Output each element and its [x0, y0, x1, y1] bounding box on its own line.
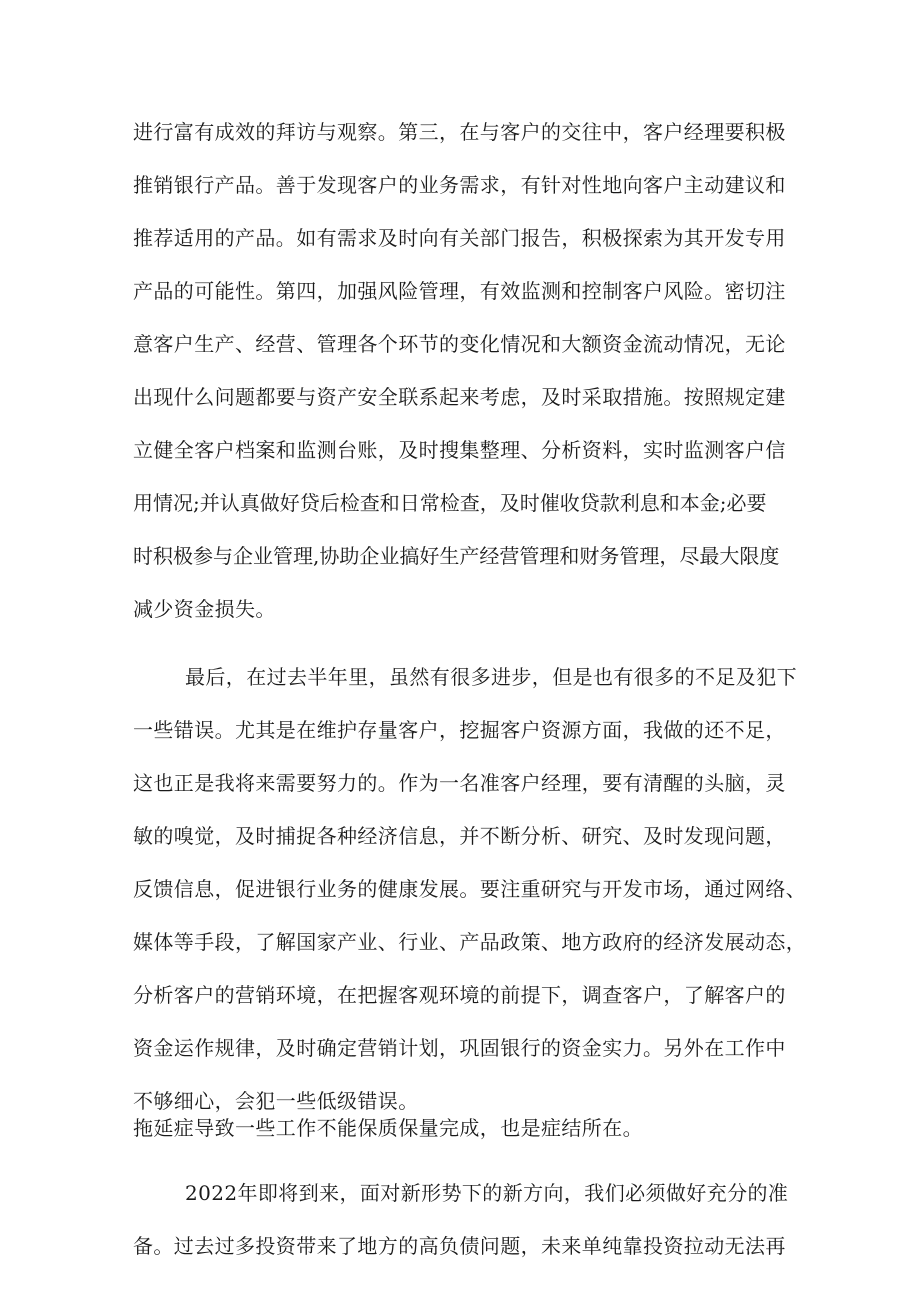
- paragraph-1-line-4: 产品的可能性。第四，加强风险管理，有效监测和控制客户风险。密切注: [133, 279, 786, 303]
- paragraph-2-line-2: 一些错误。尤其是在维护存量客户，挖掘客户资源方面，我做的还不足，: [133, 718, 786, 742]
- paragraph-1-line-2: 推销银行产品。善于发现客户的业务需求，有针对性地向客户主动建议和: [133, 173, 786, 197]
- paragraph-1-line-8: 用情况;并认真做好贷后检查和日常检查，及时催收贷款利息和本金;必要: [133, 491, 767, 515]
- paragraph-1-line-6: 出现什么问题都要与资产安全联系起来考虑，及时采取措施。按照规定建: [133, 385, 786, 409]
- paragraph-2-line-3: 这也正是我将来需要努力的。作为一名准客户经理，要有清醒的头脑，灵: [133, 771, 786, 795]
- paragraph-2-line-6: 媒体等手段，了解国家产业、行业、产品政策、地方政府的经济发展动态，: [133, 930, 807, 954]
- paragraph-1-line-3: 推荐适用的产品。如有需求及时向有关部门报告，积极探索为其开发专用: [133, 226, 786, 250]
- paragraph-2-line-10: 拖延症导致一些工作不能保质保量完成，也是症结所在。: [133, 1116, 643, 1140]
- paragraph-1-line-10: 减少资金损失。: [133, 597, 276, 621]
- paragraph-2-line-8: 资金运作规律，及时确定营销计划，巩固银行的资金实力。另外在工作中: [133, 1036, 786, 1060]
- paragraph-1-line-1: 进行富有成效的拜访与观察。第三，在与客户的交往中，客户经理要积极: [133, 120, 786, 144]
- paragraph-3-line-1: 2022年即将到来，面对新形势下的新方向，我们必须做好充分的准: [185, 1181, 789, 1205]
- paragraph-1-line-9: 时积极参与企业管理,协助企业搞好生产经营管理和财务管理，尽最大限度: [133, 544, 780, 568]
- paragraph-3-line-2: 备。过去过多投资带来了地方的高负债问题，未来单纯靠投资拉动无法再: [133, 1234, 786, 1258]
- paragraph-1-line-7: 立健全客户档案和监测台账，及时搜集整理、分析资料，实时监测客户信: [133, 438, 786, 462]
- paragraph-1-line-5: 意客户生产、经营、管理各个环节的变化情况和大额资金流动情况，无论: [133, 332, 786, 356]
- paragraph-2-line-7: 分析客户的营销环境，在把握客观环境的前提下，调查客户，了解客户的: [133, 983, 786, 1007]
- paragraph-2-line-1: 最后，在过去半年里，虽然有很多进步，但是也有很多的不足及犯下: [185, 665, 797, 689]
- paragraph-2-line-5: 反馈信息，促进银行业务的健康发展。要注重研究与开发市场，通过网络、: [133, 877, 807, 901]
- paragraph-2-line-9: 不够细心，会犯一些低级错误。: [133, 1089, 419, 1113]
- paragraph-2-line-4: 敏的嗅觉，及时捕捉各种经济信息，并不断分析、研究、及时发现问题，: [133, 824, 786, 848]
